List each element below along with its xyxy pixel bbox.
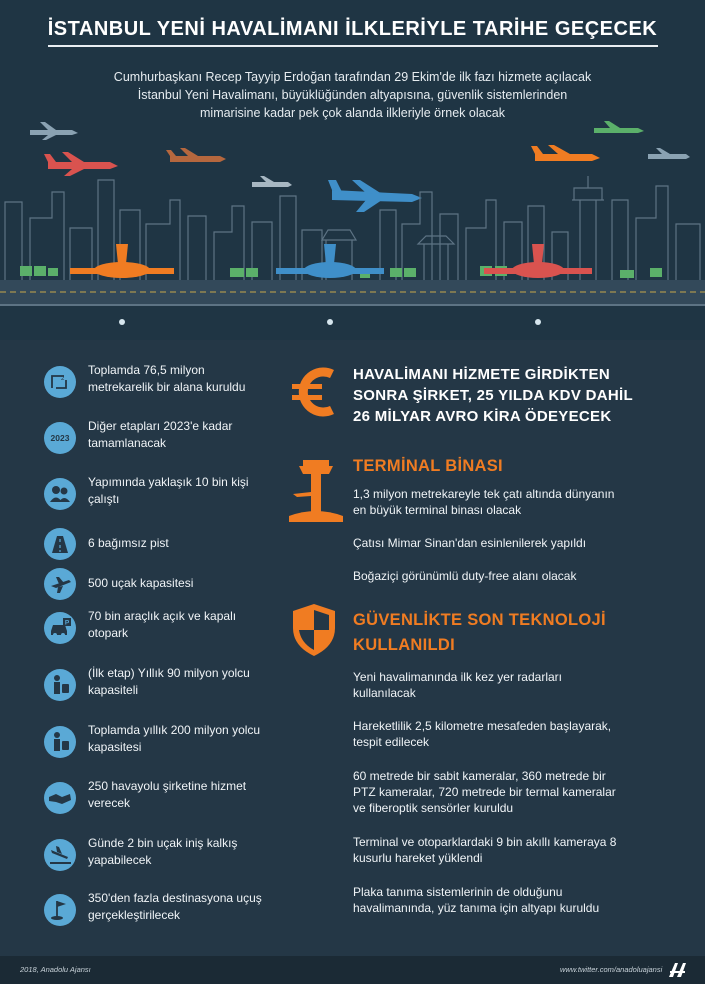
- hero-header: [0, 0, 705, 340]
- feature-line: 350'den fazla destinasyona uçuş: [88, 891, 262, 905]
- feature-line: metrekarelik bir alana kuruldu: [88, 380, 246, 394]
- feature-line: Günde 2 bin uçak iniş kalkış: [88, 836, 238, 850]
- passenger-total-icon: [44, 726, 76, 758]
- plane-green: [594, 121, 644, 133]
- feature-line: (İlk etap) Yıllık 90 milyon yolcu: [88, 666, 250, 680]
- euro-headline-line: SONRA ŞİRKET, 25 YILDA KDV DAHİL: [353, 387, 633, 404]
- runway-lights: [119, 319, 541, 325]
- feature-line: yapabilecek: [88, 853, 152, 867]
- security-paragraph: [353, 669, 663, 701]
- page-title: İSTANBUL YENİ HAVALİMANI İLKLERİYLE TARİHE GEÇECEK: [47, 18, 658, 40]
- euro-headline-line: 26 MİLYAR AVRO KİRA ÖDEYECEK: [353, 408, 612, 425]
- svg-text:P: P: [64, 619, 70, 627]
- feature-line: 6 bağımsız pist: [88, 536, 169, 550]
- passenger-icon: [44, 669, 76, 701]
- title-underline: [48, 45, 658, 47]
- feature-line: otopark: [88, 626, 129, 640]
- feature-line: Yapımında yaklaşık 10 bin kişi: [88, 475, 249, 489]
- paragraph-line: Plaka tanıma sistemlerinin de olduğunu: [353, 885, 563, 899]
- security-paragraph: [353, 884, 663, 916]
- paragraph-line: tespit edilecek: [353, 735, 430, 749]
- runway-edge: [0, 304, 705, 306]
- destination-flag-icon: [44, 894, 76, 926]
- airplane-icon: [44, 568, 76, 600]
- feature-line: Toplamda 76,5 milyon: [88, 363, 205, 377]
- security-paragraph: [353, 718, 663, 750]
- subtitle-line: İstanbul Yeni Havalimanı, büyüklüğünden altyapısına, güvenlik sistemlerinden: [137, 88, 568, 102]
- airport-skyline-illustration: [0, 140, 705, 340]
- security-paragraph: [353, 768, 663, 816]
- area-m2-icon: [44, 366, 76, 398]
- paragraph-line: PTZ kameralar, 720 metrede bir termal kameralar: [353, 785, 616, 799]
- terminal-paragraph: [353, 535, 663, 551]
- paragraph-line: Terminal ve otoparklardaki 9 bin akıllı kameraya 8: [353, 835, 617, 849]
- feature-line: 250 havayolu şirketine hizmet: [88, 779, 247, 793]
- terminal-paragraph: [353, 568, 663, 584]
- aa-logo-icon: [667, 959, 689, 981]
- feature-line: verecek: [88, 796, 131, 810]
- footer: [0, 956, 705, 984]
- terminal-heading: TERMİNAL BİNASI: [353, 457, 503, 475]
- parked-plane-red: [484, 244, 592, 278]
- feature-line: 70 bin araçlık açık ve kapalı: [88, 609, 237, 623]
- security-paragraph: [353, 834, 663, 866]
- feature-line: Toplamda yıllık 200 milyon yolcu: [88, 723, 261, 737]
- parked-plane-blue: [276, 244, 384, 278]
- footer-copyright: 2018, Anadolu Ajansı: [20, 965, 91, 974]
- control-tower-icon: [289, 456, 343, 528]
- paragraph-line: en büyük terminal binası olacak: [353, 503, 522, 517]
- paragraph-line: 60 metrede bir sabit kameralar, 360 metrede bir: [353, 769, 606, 783]
- security-heading: [353, 608, 606, 658]
- footer-twitter-link[interactable]: www.twitter.com/anadoluajansi: [560, 965, 663, 974]
- year-2023-icon: [44, 422, 76, 454]
- paragraph-line: havalimanında, yüz tanıma için altyapı kuruldu: [353, 901, 600, 915]
- paragraph-line: ve fiberoptik sensörler kuruldu: [353, 801, 514, 815]
- euro-headline: [353, 364, 633, 427]
- paragraph-line: Hareketlilik 2,5 kilometre mesafeden başlayarak,: [353, 719, 612, 733]
- feature-line: gerçekleştirilecek: [88, 908, 181, 922]
- euro-headline-line: HAVALİMANI HİZMETE GİRDİKTEN: [353, 366, 610, 383]
- detail-column: [285, 340, 705, 960]
- landing-icon: [44, 839, 76, 871]
- paragraph-line: Çatısı Mimar Sinan'dan esinlenilerek yapıldı: [353, 536, 587, 550]
- parking-icon: [44, 612, 76, 644]
- security-heading-line: GÜVENLİKTE SON TEKNOLOJİ: [353, 611, 606, 629]
- euro-icon: [290, 364, 340, 420]
- paragraph-line: kullanılacak: [353, 686, 416, 700]
- paragraph-line: Yeni havalimanında ilk kez yer radarları: [353, 670, 562, 684]
- paragraph-line: Boğaziçi görünümlü duty-free alanı olacak: [353, 569, 577, 583]
- feature-line: çalıştı: [88, 492, 120, 506]
- paragraph-line: 1,3 milyon metrekareyle tek çatı altında dünyanın: [353, 487, 615, 501]
- paragraph-line: kusurlu hareket yüklendi: [353, 851, 483, 865]
- svg-text:2: 2: [61, 376, 65, 382]
- subtitle-line: mimarisine kadar pek çok alanda ilkleriyle örnek olacak: [200, 106, 505, 120]
- shield-icon: [291, 602, 337, 658]
- feature-line: tamamlanacak: [88, 436, 167, 450]
- terminal-paragraph: [353, 486, 663, 518]
- feature-line: kapasiteli: [88, 683, 139, 697]
- workers-icon: [44, 478, 76, 510]
- feature-line: Diğer etapları 2023'e kadar: [88, 419, 233, 433]
- runway-icon: [44, 528, 76, 560]
- security-heading-line: KULLANILDI: [353, 636, 455, 654]
- parked-plane-orange: [70, 244, 174, 278]
- feature-line: 500 uçak kapasitesi: [88, 576, 194, 590]
- year-2023-icon-label: 2023: [50, 433, 70, 443]
- handshake-icon: [44, 782, 76, 814]
- plane-grey-small: [30, 122, 78, 140]
- subtitle-line: Cumhurbaşkanı Recep Tayyip Erdoğan tarafından 29 Ekim'de ilk fazı hizmete açılacak: [113, 70, 592, 84]
- feature-line: kapasitesi: [88, 740, 142, 754]
